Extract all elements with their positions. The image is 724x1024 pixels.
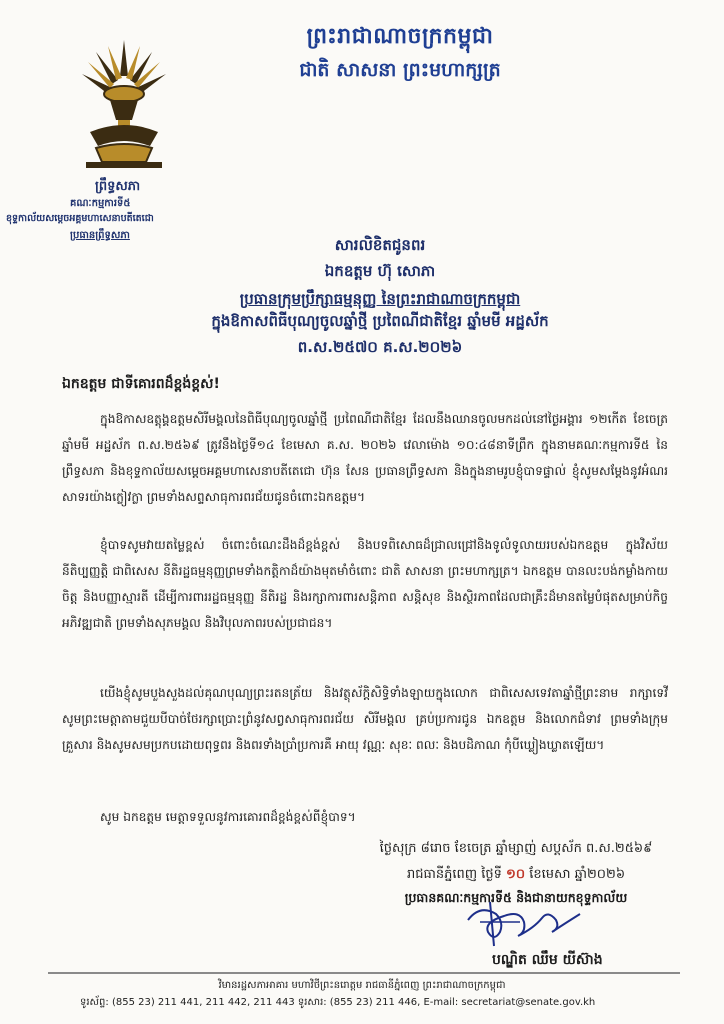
body-paragraph-1: ក្នុងឱកាសឧត្តុង្គឧត្តមសិរីមង្គលនៃពិធីបុណ្យចូលឆ្នាំថ្មី ប្រពៃណីជាតិខ្មែរ ដែលនឹងឈានចូលមកដល់នៅថ្ងៃអង្គារ ១២កើត ខែចេត្រ ឆ្នាំមមី អដ្ឋស័ក ព.ស.២៥៦៩ ត្រូវនឹងថ្ងៃទី១៤ ខែមេសា គ.ស. ២០២៦ វេលាម៉ោង ១០:៤៨នាទីព្រឹក ក្នុងនាមគណៈកម្មការទី៥ នៃព្រឹទ្ធសភា និងខុទ្ទកាល័យសម្តេចអគ្គមហាសេនាបតីតេជោ ហ៊ុន សែន ប្រធានព្រឹទ្ធសភា និងក្នុងនាមរូបខ្ញុំបាទផ្ទាល់ ខ្ញុំសូមសម្តែងនូវអំណរសាទរយ៉ាងក្លៀវក្លា ព្រមទាំងសព្ទសាធុការពរជ័យជូនចំពោះឯកឧត្តម។ — [62, 412, 668, 504]
salutation: ឯកឧត្តម ជាទីគោរពដ៏ខ្ពង់ខ្ពស់! — [62, 376, 220, 392]
body-paragraph-3: យើងខ្ញុំសូមបួងសួងដល់គុណបុណ្យព្រះរតនត្រ័យ និងវត្ថុស័ក្តិសិទ្ធិទាំងឡាយក្នុងលោក ជាពិសេសទេវតាឆ្នាំថ្មីព្រះនាម រាក្សាទេវី សូមព្រះមេត្តាតាមជួយបីបាច់ថែរក្សាប្រោះព្រំនូវសព្វសាធុការពរជ័យ សិរីមង្គល គ្រប់ប្រការជូន ឯកឧត្តម និងលោកជំទាវ ព្រមទាំងក្រុមគ្រួសារ និងសូមសមប្រកបដោយពុទ្ធពរ និងពរទាំងប្រាំប្រការគឺ អាយុ វណ្ណៈ សុខៈ ពលៈ និងបដិភាណ កុំបីឃ្លៀងឃ្លាតឡើយ។ — [62, 686, 668, 752]
footer-address: វិមានរដ្ឋសភាអាគារ មហាវិថីព្រះនរោត្តម រាជធានីភ្នំពេញ ព្រះរាជាណាចក្រកម្ពុជា — [218, 980, 506, 991]
solar-date-day: ១០ — [506, 867, 526, 882]
kingdom-header: ព្រះរាជាណាចក្រកម្ពុជា — [306, 24, 494, 49]
era-year-line: ព.ស.២៥៧០ គ.ស.២០២៦ — [297, 338, 463, 356]
letter-type-title: សារលិខិតជូនពរ — [334, 236, 426, 254]
senate-emblem-icon — [76, 36, 172, 170]
sender-president: ប្រធានព្រឹទ្ធសភា — [70, 230, 130, 241]
footer-divider — [48, 972, 680, 974]
signatory-name: បណ្ឌិត ឈឹម យីស៊ាង — [492, 952, 603, 968]
handwritten-signature-icon — [460, 892, 590, 952]
recipient-position: ប្រធានក្រុមប្រឹក្សាធម្មនុញ្ញ នៃព្រះរាជាណាចក្រកម្ពុជា — [239, 290, 521, 308]
body-paragraph-2: ខ្ញុំបាទសូមវាយតម្លៃខ្ពស់ ចំពោះចំណេះដឹងដ៏ខ្ពង់ខ្ពស់ និងបទពិសោធដ៏ជ្រាលជ្រៅនិងទូលំទូលាយរបស់ឯកឧត្តម ក្នុងវិស័យនីតិប្បញ្ញត្តិ ជាពិសេស នីតិរដ្ឋធម្មនុញ្ញព្រមទាំងកត្តិកាដ៏យ៉ាងមុតមាំចំពោះ ជាតិ សាសនា ព្រះមហាក្សត្រ។ ឯកឧត្តម បានលះបង់កម្លាំងកាយចិត្ត និងបញ្ញាស្មារតី ដើម្បីការពាររដ្ឋធម្មនុញ្ញ នីតិរដ្ឋ និងរក្សាការពារសន្តិភាព សន្តិសុខ និងស្ថិរភាពដែលជាគ្រឹះដ៏មានតម្លៃបំផុតសម្រាប់កិច្ចអភិវឌ្ឍជាតិ ព្រមទាំងសុភមង្គល និងវិបុលភាពរបស់ប្រជាជន។ — [62, 538, 668, 630]
sender-commission: គណៈកម្មការទី៥ — [70, 198, 131, 209]
solar-date-suffix: ខែមេសា ឆ្នាំ២០២៦ — [529, 867, 626, 882]
signatory-title: ប្រធានគណៈកម្មការទី៥ និងជានាយកខុទ្ទកាល័យ — [404, 890, 628, 905]
solar-date-prefix: រាជធានីភ្នំពេញ ថ្ងៃទី — [406, 867, 502, 882]
motto-header: ជាតិ សាសនា ព្រះមហាក្សត្រ — [299, 59, 501, 81]
sender-office: ខុទ្ទកាល័យសម្តេចអគ្គមហាសេនាបតីតេជោ — [6, 213, 154, 224]
solar-date — [326, 866, 706, 885]
lunar-date: ថ្ងៃសុក្រ ៨រោច ខែចេត្រ ឆ្នាំម្សាញ់ សប្តស័ក ព.ស.២៥៦៩ — [379, 841, 653, 856]
sender-institution: ព្រឹទ្ធសភា — [95, 179, 141, 194]
footer-contact: ទូរស័ព្ទ: (855 23) 211 441, 211 442, 211 443 ទូរសារ: (855 23) 211 446, E-mail: secretariat@senate.gov.kh — [80, 997, 596, 1008]
occasion-line: ក្នុងឱកាសពិធីបុណ្យចូលឆ្នាំថ្មី ប្រពៃណីជាតិខ្មែរ ឆ្នាំមមី អដ្ឋស័ក — [211, 312, 549, 330]
body-paragraph-4: សូម ឯកឧត្តម មេត្តាទទួលនូវការគោរពដ៏ខ្ពង់ខ្ពស់ពីខ្ញុំបាទ។ — [100, 810, 356, 824]
recipient-name: ឯកឧត្តម ហ៊ុ សោភា — [324, 262, 436, 280]
